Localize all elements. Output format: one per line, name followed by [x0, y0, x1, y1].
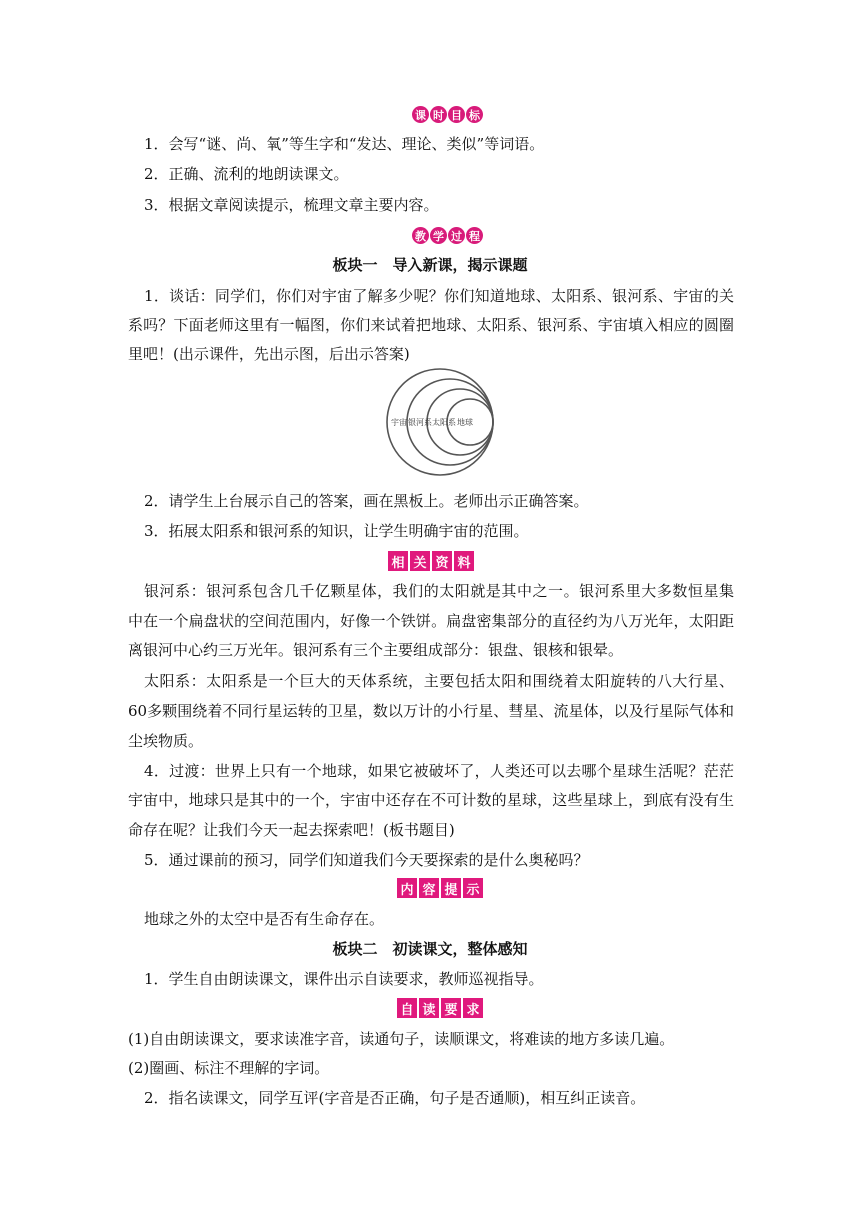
solar-note: 60多颗围绕着不同行星运转的卫星，数以万计的小行星、彗星、流星体，以及行星际气体和: [128, 702, 734, 720]
objectives-badge: [412, 106, 483, 123]
badge-char: 资: [432, 551, 452, 571]
galaxy-note: 离银河中心约三万光年。银河系有三个主要组成部分：银盘、银核和银晕。: [128, 641, 624, 659]
badge-char: 关: [410, 551, 430, 571]
badge-char: 过: [448, 227, 465, 244]
label-galaxy: 银河系: [408, 418, 432, 427]
badge-char: 课: [412, 106, 429, 123]
section2-title: 板块二 初读课文，整体感知: [332, 940, 528, 958]
paragraph: 3．拓展太阳系和银河系的知识，让学生明确宇宙的范围。: [144, 522, 529, 540]
paragraph: 命存在呢？让我们今天一起去探索吧！(板书题目): [128, 821, 455, 839]
badge-char: 读: [419, 998, 439, 1018]
paragraph: 2．指名读课文，同学互评(字音是否正确，句子是否通顺)，相互纠正读音。: [144, 1089, 646, 1107]
badge-char: 相: [388, 551, 408, 571]
universe-circles-diagram: [384, 366, 500, 478]
solar-note: 尘埃物质。: [128, 732, 204, 750]
content-tip-text: 地球之外的太空中是否有生命存在。: [144, 910, 385, 928]
objective-2: 2．正确、流利的地朗读课文。: [144, 165, 349, 183]
section1-title: 板块一 导入新课，揭示课题: [332, 256, 528, 274]
paragraph: 宇宙中，地球只是其中的一个，宇宙中还存在不可计数的星球，这些星球上，到底有没有生: [128, 791, 734, 809]
badge-char: 要: [441, 998, 461, 1018]
galaxy-note: 银河系：银河系包含几千亿颗星体，我们的太阳就是其中之一。银河系里大多数恒星集: [144, 582, 734, 600]
paragraph: 5．通过课前的预习，同学们知道我们今天要探索的是什么奥秘吗？: [144, 851, 589, 869]
paragraph: 里吧！(出示课件，先出示图，后出示答案): [128, 345, 410, 363]
paragraph: 1．谈话：同学们，你们对宇宙了解多少呢？你们知道地球、太阳系、银河系、宇宙的关: [144, 287, 734, 305]
badge-char: 求: [463, 998, 483, 1018]
paragraph: 1．学生自由朗读课文，课件出示自读要求，教师巡视指导。: [144, 970, 544, 988]
galaxy-note: 中在一个扁盘状的空间范围内，好像一个铁饼。扁盘密集部分的直径约为八万光年，太阳距: [128, 612, 734, 630]
objective-1: 1．会写“谜、尚、氧”等生字和“发达、理论、类似”等词语。: [144, 135, 545, 153]
label-solar-system: 太阳系: [432, 418, 456, 427]
badge-char: 程: [466, 227, 483, 244]
badge-char: 目: [448, 106, 465, 123]
badge-char: 学: [430, 227, 447, 244]
badge-char: 标: [466, 106, 483, 123]
paragraph: 系吗？下面老师这里有一幅图，你们来试着把地球、太阳系、银河系、宇宙填入相应的圆圈: [128, 316, 734, 334]
badge-char: 容: [419, 878, 439, 898]
process-badge: [412, 227, 483, 244]
badge-char: 提: [441, 878, 461, 898]
content-tip-badge: [397, 878, 483, 898]
paragraph: 4．过渡：世界上只有一个地球，如果它被破坏了，人类还可以去哪个星球生活呢？茫茫: [144, 762, 734, 780]
self-read-badge: [397, 998, 483, 1018]
objective-3: 3．根据文章阅读提示，梳理文章主要内容。: [144, 196, 439, 214]
badge-char: 自: [397, 998, 417, 1018]
requirement-1: (1)自由朗读课文，要求读准字音，读通句子，读顺课文，将难读的地方多读几遍。: [128, 1030, 675, 1048]
badge-char: 料: [454, 551, 474, 571]
badge-char: 时: [430, 106, 447, 123]
resources-badge: [388, 551, 474, 571]
solar-note: 太阳系：太阳系是一个巨大的天体系统，主要包括太阳和围绕着太阳旋转的八大行星、: [144, 672, 734, 690]
paragraph: 2．请学生上台展示自己的答案，画在黑板上。老师出示正确答案。: [144, 492, 589, 510]
badge-char: 内: [397, 878, 417, 898]
requirement-2: (2)圈画、标注不理解的字词。: [128, 1059, 330, 1077]
label-universe: 宇宙: [391, 418, 407, 427]
badge-char: 教: [412, 227, 429, 244]
badge-char: 示: [463, 878, 483, 898]
label-earth: 地球: [457, 418, 473, 427]
